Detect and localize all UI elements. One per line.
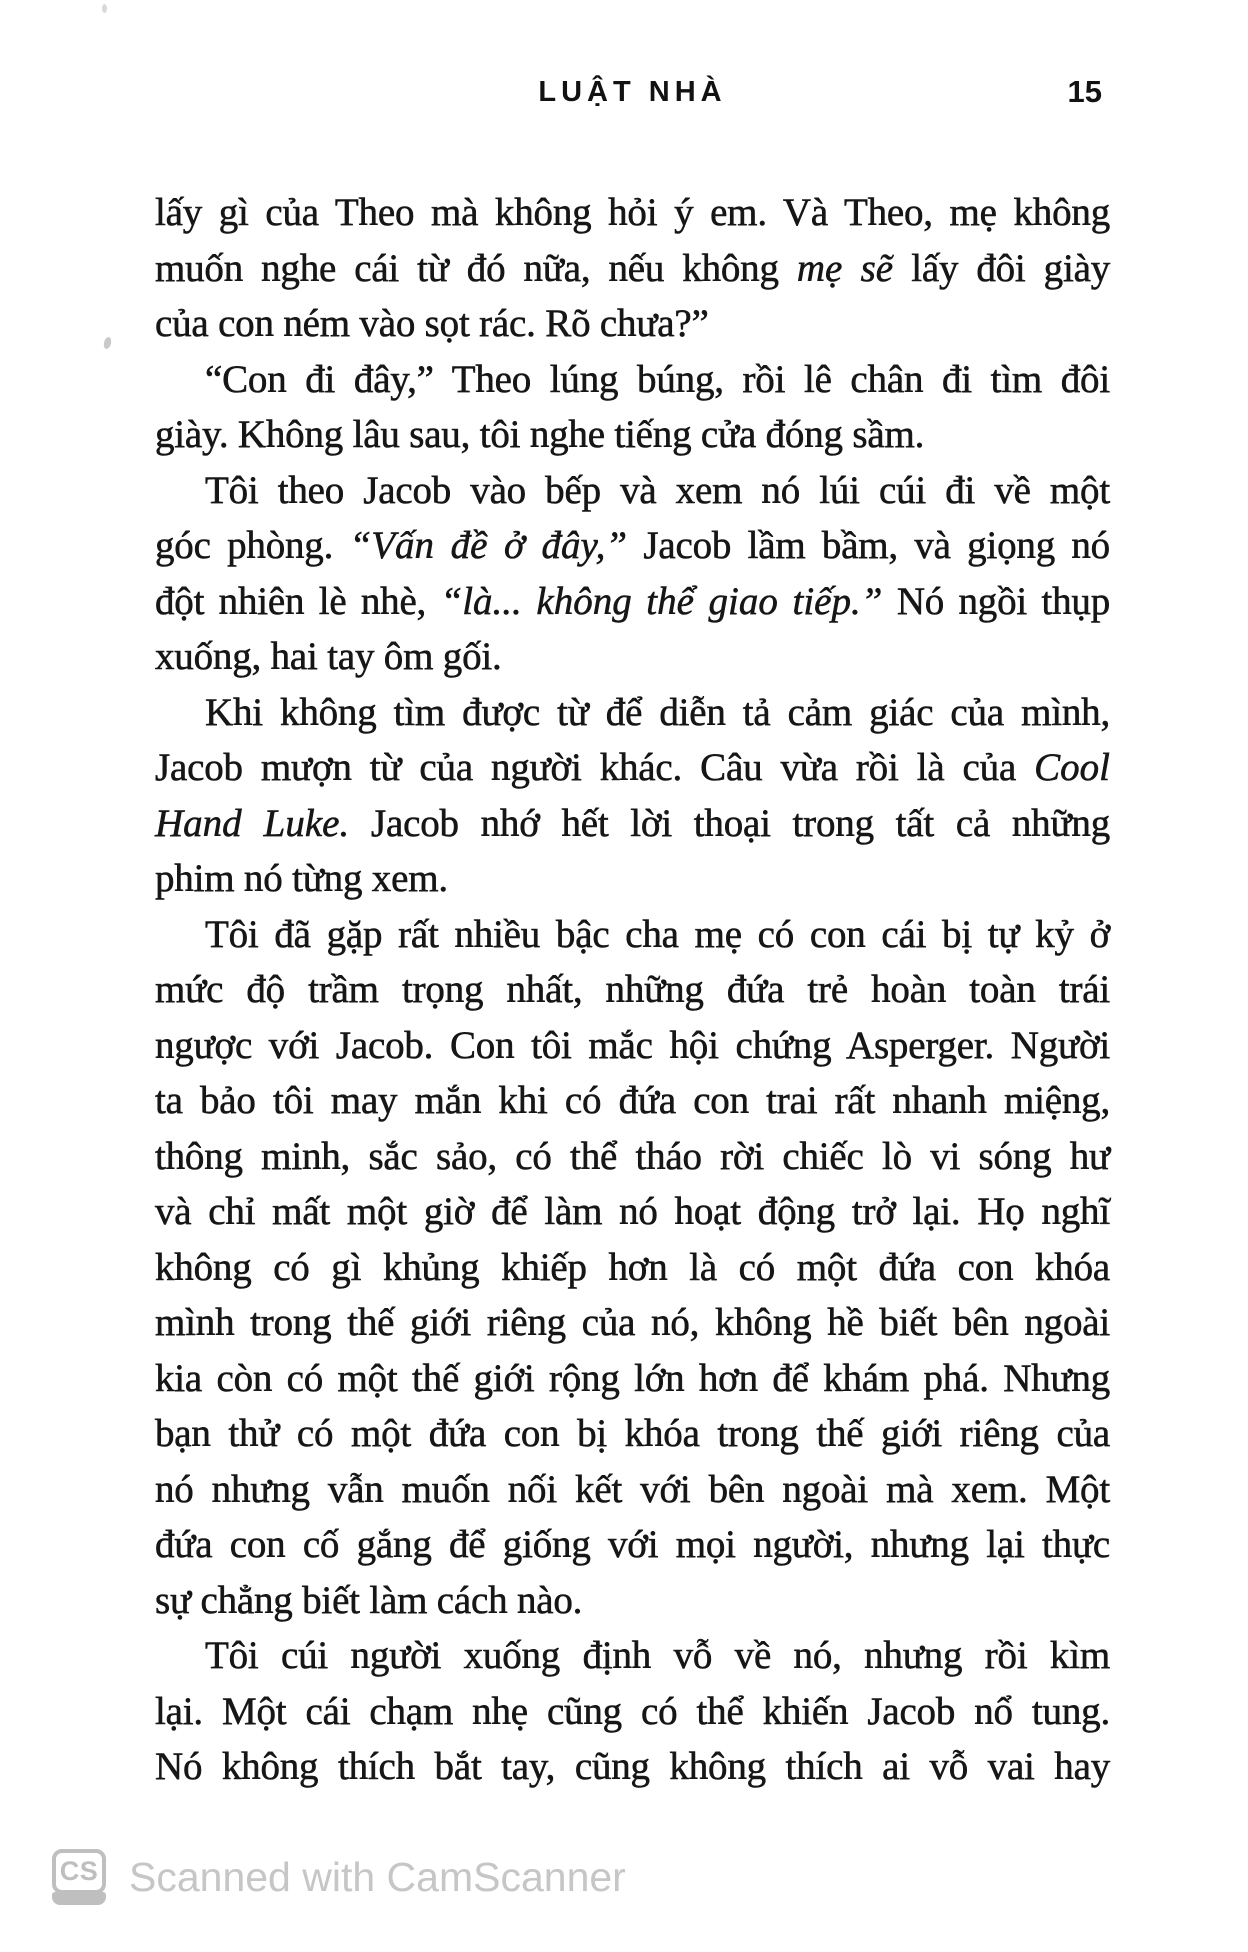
italic-text-segment: Cool: [1034, 746, 1110, 789]
text-segment: Jacob nhớ hết lời thoại trong tất cả những: [349, 801, 1110, 845]
text-line: [155, 407, 1110, 463]
text-segment: lại. Một cái chạm nhẹ cũng có thể khiến Jacob nổ tung.: [155, 1689, 1110, 1733]
text-segment: sự chẳng biết làm cách nào.: [155, 1578, 583, 1622]
text-segment: Tôi theo Jacob vào bếp và xem nó lúi cúi đi về một: [205, 468, 1110, 512]
text-line: [155, 685, 1110, 741]
text-line: [155, 574, 1110, 630]
text-segment: mức độ trầm trọng nhất, những đứa trẻ hoàn toàn trái: [155, 968, 1110, 1011]
text-segment: mình trong thế giới riêng của nó, không hề biết bên ngoài: [155, 1301, 1110, 1344]
text-line: [155, 1295, 1110, 1351]
text-segment: không có gì khủng khiếp hơn là có một đứa con khóa: [155, 1245, 1110, 1289]
text-line: [155, 1739, 1110, 1795]
text-segment: xuống, hai tay ôm gối.: [155, 635, 502, 678]
text-line: [155, 1018, 1110, 1074]
italic-text-segment: “là... không thể giao tiếp.”: [440, 579, 883, 623]
text-segment: Nó không thích bắt tay, cũng không thích ai vỗ vai hay: [155, 1745, 1110, 1788]
italic-text-segment: mẹ sẽ: [796, 246, 894, 290]
text-line: [155, 1406, 1110, 1462]
text-segment: thông minh, sắc sảo, có thể tháo rời chiếc lò vi sóng hư: [155, 1134, 1110, 1178]
text-segment: “Con đi đây,” Theo lúng búng, rồi lê chân đi tìm đôi: [205, 357, 1110, 401]
text-segment: Tôi cúi người xuống định vỗ về nó, nhưng rồi kìm: [205, 1634, 1110, 1677]
text-segment: ngược với Jacob. Con tôi mắc hội chứng Asperger. Người: [155, 1023, 1110, 1067]
italic-text-segment: “Vấn đề ở đây,”: [349, 524, 628, 567]
page-header-title: LUẬT NHÀ: [538, 76, 727, 108]
text-line: [155, 907, 1110, 963]
text-segment: của con ném vào sọt rác. Rõ chưa?”: [155, 302, 709, 345]
text-line: [155, 962, 1110, 1018]
text-line: [155, 1184, 1110, 1240]
text-line: [155, 629, 1110, 685]
text-segment: và chỉ mất một giờ để làm nó hoạt động trở lại. Họ nghĩ: [155, 1190, 1110, 1233]
text-line: [155, 1462, 1110, 1518]
text-segment: lấy gì của Theo mà không hỏi ý em. Và Theo, mẹ không: [155, 191, 1110, 234]
text-line: [155, 352, 1110, 408]
text-segment: ta bảo tôi may mắn khi có đứa con trai rất nhanh miệng,: [155, 1079, 1110, 1122]
text-line: [155, 463, 1110, 519]
camscanner-watermark: [52, 1849, 626, 1905]
text-line: [155, 185, 1110, 241]
page-body: [155, 185, 1110, 1795]
text-line: [155, 518, 1110, 574]
scan-artifact: [103, 336, 113, 349]
text-segment: lấy đôi giày: [893, 246, 1110, 290]
text-segment: nó nhưng vẫn muốn nối kết với bên ngoài mà xem. Một: [155, 1467, 1110, 1511]
text-segment: góc phòng.: [155, 524, 350, 567]
text-segment: Khi không tìm được từ để diễn tả cảm giác của mình,: [205, 690, 1110, 734]
text-line: [155, 1073, 1110, 1129]
text-segment: Tôi đã gặp rất nhiều bậc cha mẹ có con cái bị tự kỷ ở: [205, 912, 1110, 956]
text-segment: bạn thử có một đứa con bị khóa trong thế giới riêng của: [155, 1412, 1110, 1455]
text-line: [155, 1684, 1110, 1740]
text-line: [155, 241, 1110, 297]
cs-icon-letters: CS: [59, 1856, 99, 1886]
text-segment: Jacob mượn từ của người khác. Câu vừa rồi là của: [155, 746, 1035, 789]
text-segment: đột nhiên lè nhè,: [155, 579, 441, 623]
text-line: [155, 851, 1110, 907]
text-segment: muốn nghe cái từ đó nữa, nếu không: [155, 246, 797, 290]
text-segment: Jacob lầm bầm, và giọng nó: [627, 524, 1110, 567]
text-line: [155, 1129, 1110, 1185]
italic-text-segment: Hand Luke.: [155, 801, 350, 845]
watermark-text: Scanned with CamScanner: [129, 1853, 626, 1900]
text-line: [155, 1628, 1110, 1684]
text-segment: giày. Không lâu sau, tôi nghe tiếng cửa đóng sầm.: [155, 413, 925, 456]
text-segment: phim nó từng xem.: [155, 857, 448, 900]
text-line: [155, 1573, 1110, 1629]
text-line: [155, 296, 1110, 352]
text-line: [155, 740, 1110, 796]
text-line: [155, 796, 1110, 852]
text-segment: đứa con cố gắng để giống với mọi người, nhưng lại thực: [155, 1523, 1110, 1566]
text-segment: kia còn có một thế giới rộng lớn hơn để khám phá. Nhưng: [155, 1356, 1110, 1400]
text-line: [155, 1351, 1110, 1407]
scan-artifact: [102, 4, 107, 13]
text-line: [155, 1517, 1110, 1573]
text-segment: Nó ngồi thụp: [882, 579, 1110, 623]
text-line: [155, 1240, 1110, 1296]
page-number: 15: [1067, 74, 1102, 109]
camscanner-cs-icon: [52, 1849, 106, 1905]
cs-icon-base: [52, 1892, 106, 1905]
